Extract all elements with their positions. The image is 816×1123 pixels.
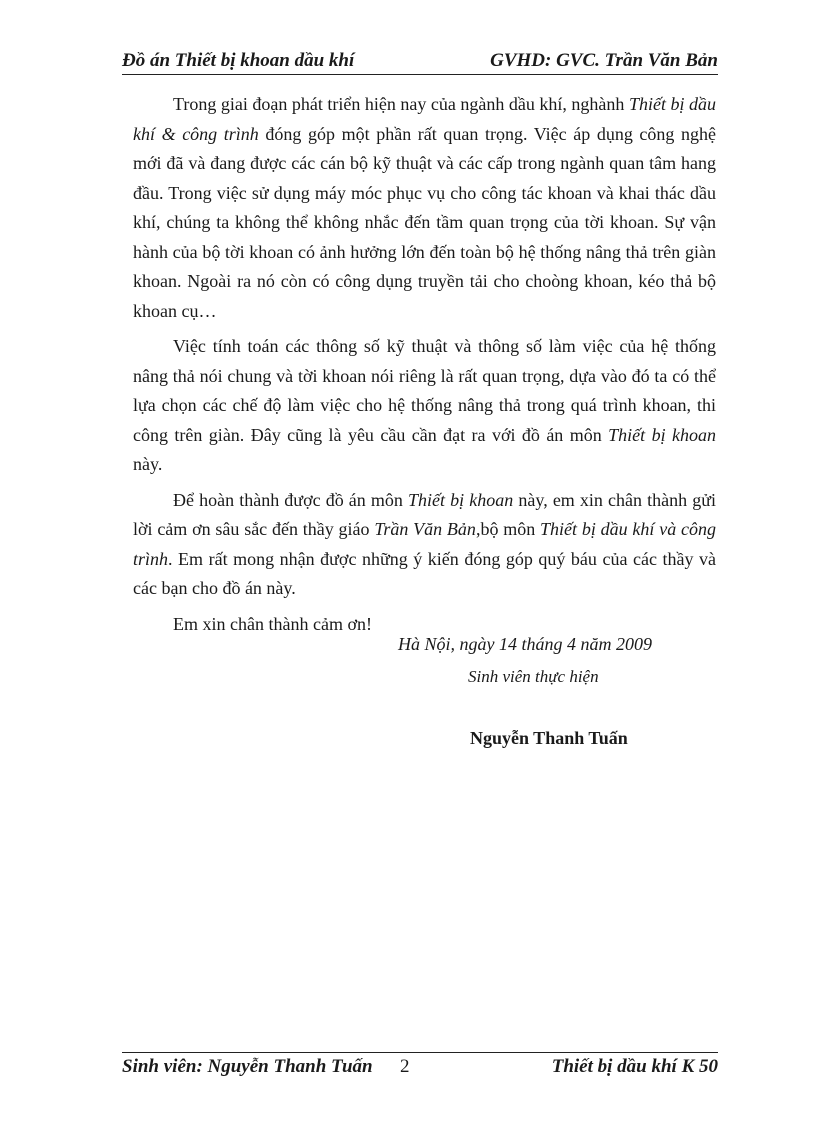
signature-name: Nguyễn Thanh Tuấn [470,728,628,748]
paragraph-text: Trong giai đoạn phát triển hiện nay của ngành dầu khí, nghành [173,94,629,114]
paragraph-emphasis: Trần Văn Bản [374,519,476,539]
paragraph-text: ,bộ môn [475,519,541,539]
signature-date: Hà Nội, ngày 14 tháng 4 năm 2009 [398,634,652,654]
document-body [133,90,716,645]
paragraph-text: Để hoàn thành được đồ án môn [173,489,409,510]
paragraph-text: này, em xin chân thành gửi lời cảm ơn sâu sắc đến thầy giáo [133,489,716,539]
paragraph-text: Việc tính toán các thông số kỹ thuật và thông số làm việc của hệ thống nâng thả nói chung và tời khoan nói riêng là rất quan trọng, dựa vào đó ta có thể lựa chọn các chế độ làm việc cho hệ thống nâng thả trong quá trình khoan, thi công trên giàn. Đây cũng là yêu cầu cần đạt ra với đồ án môn [133,336,716,445]
page-number: 2 [400,1056,410,1077]
paragraph-text: . Em rất mong nhận được những ý kiến đóng góp quý báu của các thầy và các bạn cho đồ án này. [133,548,716,598]
page-footer [122,1052,718,1077]
footer-student: Sinh viên: Nguyễn Thanh Tuấn [122,1056,373,1077]
footer-course: Thiết bị dầu khí K 50 [551,1056,718,1077]
header-advisor: GVHD: GVC. Trần Văn Bản [490,50,718,71]
paragraph-emphasis: Thiết bị dầu khí và công trình [133,519,716,569]
paragraph-emphasis: Thiết bị khoan [608,424,716,445]
paragraph-emphasis: Thiết bị khoan [408,489,514,510]
header-title: Đồ án Thiết bị khoan dầu khí [122,50,355,71]
signature-role: Sinh viên thực hiện [468,667,599,686]
paragraph-closing: Em xin chân thành cảm ơn! [173,613,372,634]
page-header [122,50,718,75]
paragraph-calculation [133,332,716,480]
paragraph-text: đóng góp một phần rất quan trọng. Việc áp dụng công nghệ mới đã và đang được các cán bộ kỹ thuật và các cấp trong ngành quan tâm hang đầu. Trong việc sử dụng máy móc phục vụ cho công tác khoan và khai thác dầu khí, chúng ta không thể không nhắc đến tầm quan trọng của tời khoan. Sự vận hành của bộ tời khoan có ảnh hưởng lớn đến toàn bộ hệ thống nâng thả trên giàn khoan. Ngoài ra nó còn có công dụng truyền tải cho choòng khoan, kéo thả bộ khoan cụ… [133,123,716,321]
paragraph-text: này. [133,454,163,474]
paragraph-intro [133,90,716,326]
paragraph-emphasis: Thiết bị dầu khí & công trình [133,94,716,144]
paragraph-thanks [133,486,716,604]
